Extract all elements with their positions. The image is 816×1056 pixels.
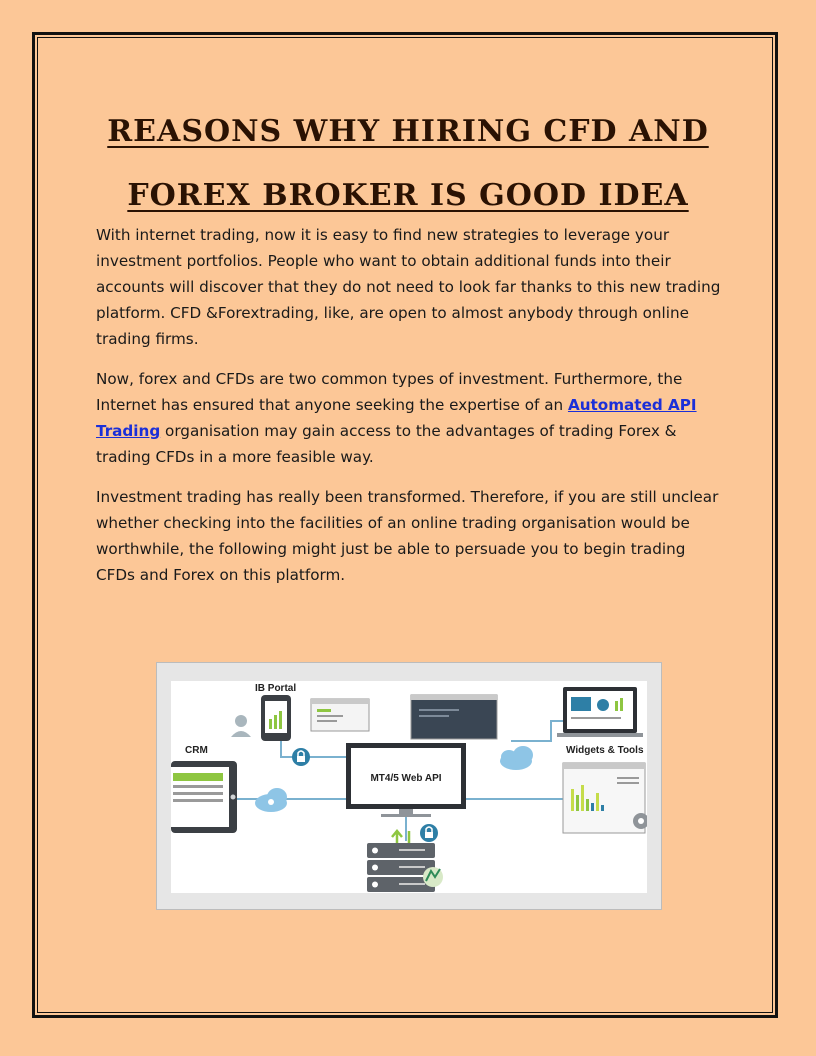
title-line-2: FOREX BROKER IS GOOD IDEA [127,178,689,213]
architecture-diagram [171,681,647,893]
center-label: MT4/5 Web API [370,773,442,784]
paragraph-2-end: organisation may gain access to the advantages of trading Forex & trading CFDs in a more feasible way. [96,422,677,466]
metatrader-logo-icon [423,867,443,887]
api-architecture-figure [156,662,662,910]
lock-icon [292,748,310,766]
app-window-left [311,699,369,731]
dashboard-laptop-icon [557,687,643,737]
article-body [96,222,722,602]
cloud-icon-right [500,746,533,770]
server-stack-icon [367,843,435,892]
automated-api-trading-link[interactable]: Automated API Trading [96,396,697,440]
lock-icon-center [420,824,438,842]
paragraph-2 [96,366,722,470]
paragraph-1: With internet trading, now it is easy to find new strategies to leverage your investment portfolios. People who want to obtain additional funds into their accounts will discover that they do not need to look far thanks to this new trading platform. CFD &Forextrading, like, are open to almost anybody through online trading firms. [96,226,721,348]
crm-label: CRM [185,745,208,756]
dashboard-connector [511,721,563,741]
paragraph-3: Investment trading has really been transformed. Therefore, if you are still unclear whether checking into the facilities of an online trading organisation would be worthwhile, the following might just be able to persuade you to begin trading CFDs and Forex on this platform. [96,488,719,584]
crm-tablet-icon [171,761,237,833]
cloud-gear-icon [255,788,287,812]
paragraph-2-start: Now, forex and CFDs are two common types of investment. Furthermore, the Internet has ensured that anyone seeking the expertise of an [96,370,683,414]
title-line-1: REASONS WHY HIRING CFD AND [107,114,709,149]
ib-portal-label: IB Portal [255,683,297,694]
page-title [96,100,720,228]
figure-canvas [171,681,647,893]
widgets-window [563,763,645,833]
app-window-dark [411,695,497,739]
widgets-label: Widgets & Tools [566,745,644,756]
user-icon [231,715,251,737]
phone-icon [261,695,291,741]
